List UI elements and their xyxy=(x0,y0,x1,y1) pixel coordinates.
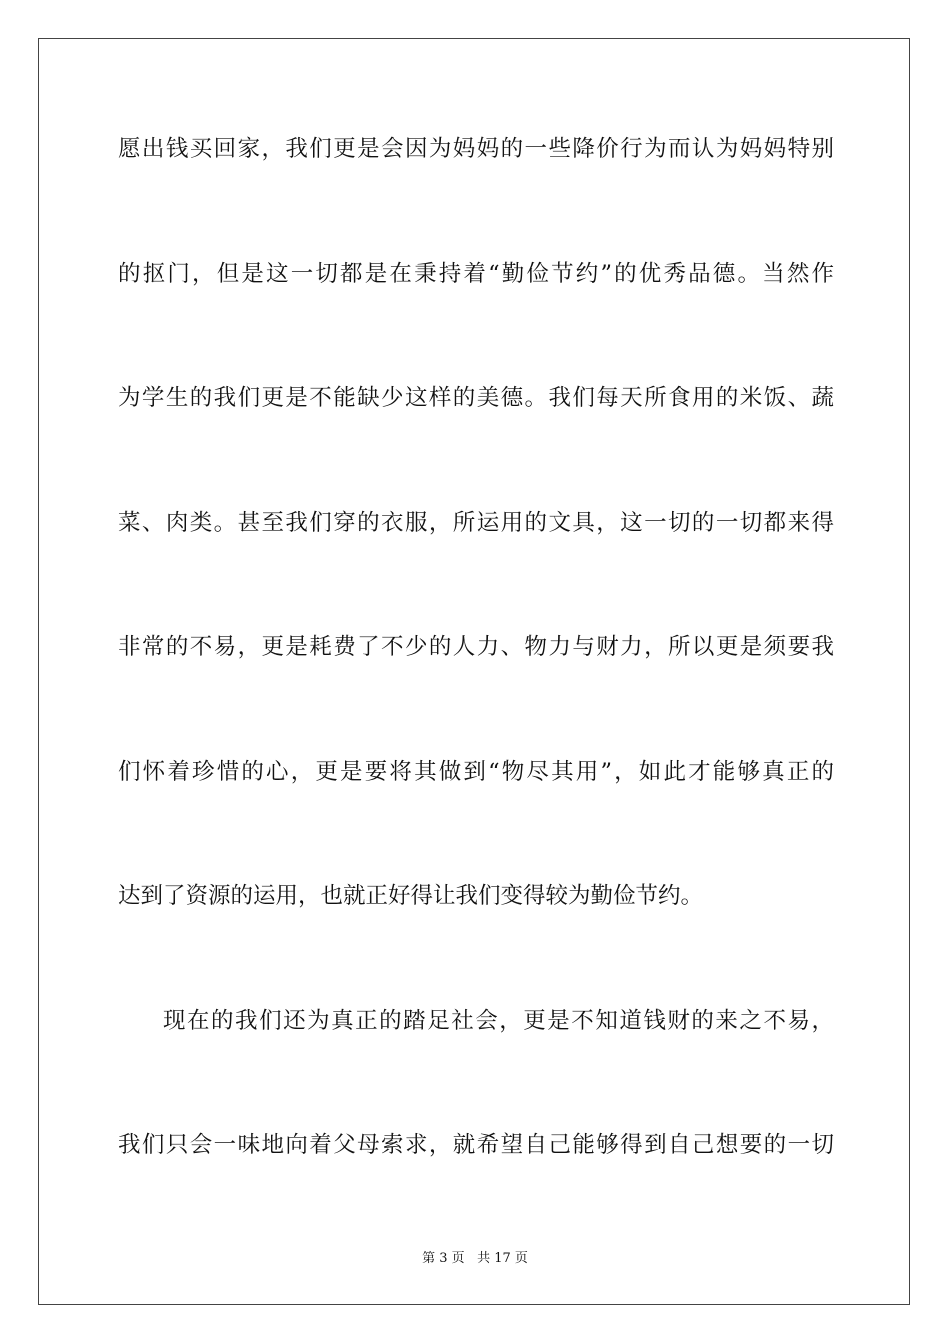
page-border xyxy=(38,38,910,1305)
body-text-line: 的抠门，但是这一切都是在秉持着“勤俭节约”的优秀品德。当然作 xyxy=(118,261,834,287)
paragraph-start-line: 现在的我们还为真正的踏足社会，更是不知道钱财的来之不易， xyxy=(163,1008,834,1034)
body-text-line: 达到了资源的运用，也就正好得让我们变得较为勤俭节约。 xyxy=(118,883,704,909)
body-text-line: 非常的不易，更是耗费了不少的人力、物力与财力，所以更是须要我 xyxy=(118,634,834,660)
body-text-line: 愿出钱买回家，我们更是会因为妈妈的一些降价行为而认为妈妈特别 xyxy=(118,136,834,162)
page-number: 第 3 页 xyxy=(422,1251,465,1266)
body-text-line: 们怀着珍惜的心，更是要将其做到“物尽其用”，如此才能够真正的 xyxy=(118,759,834,785)
body-text-line: 我们只会一味地向着父母索求，就希望自己能够得到自己想要的一切 xyxy=(118,1132,834,1158)
body-text-line: 菜、肉类。甚至我们穿的衣服，所运用的文具，这一切的一切都来得 xyxy=(118,510,834,536)
body-text-line: 为学生的我们更是不能缺少这样的美德。我们每天所食用的米饭、蔬 xyxy=(118,385,834,411)
page-footer xyxy=(0,1247,950,1266)
page-total: 共 17 页 xyxy=(477,1251,528,1266)
